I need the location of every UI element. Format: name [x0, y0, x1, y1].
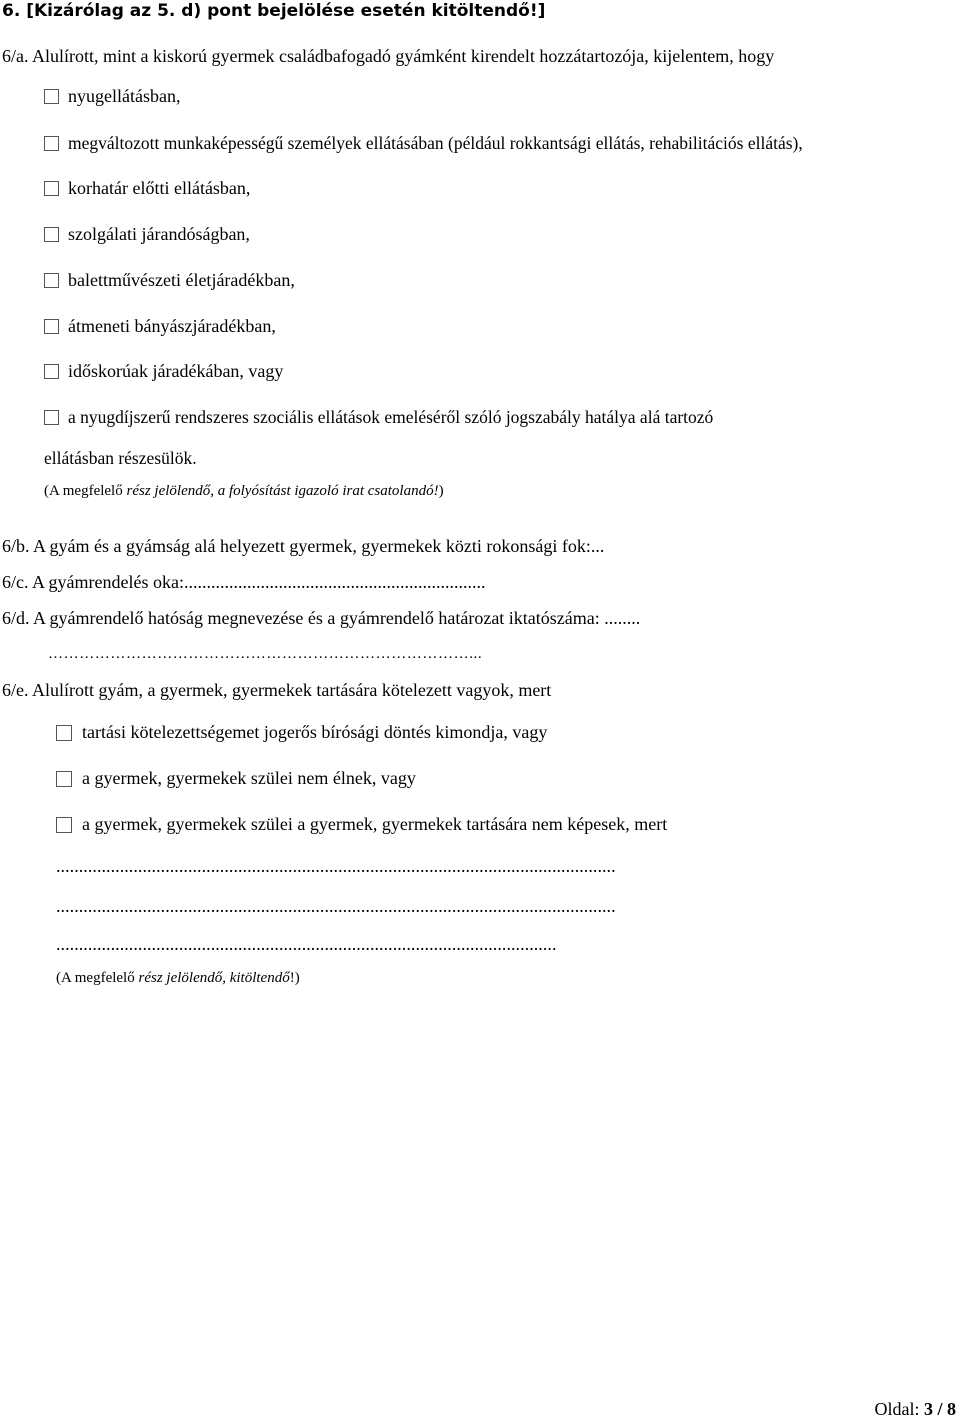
option-korhatar-elotti[interactable]	[44, 178, 250, 199]
checkbox-megvaltozott-munkakepesseg[interactable]	[44, 136, 59, 151]
reason-fill-line-1[interactable]: ...........................................................................................................................	[56, 856, 616, 876]
checkbox-szolgalati-jarandosag[interactable]	[44, 227, 59, 242]
option-label: korhatár előtti ellátásban,	[68, 178, 251, 198]
checkbox-korhatar-elotti[interactable]	[44, 181, 59, 196]
page-number: Oldal: 3 / 8	[874, 1399, 956, 1419]
checkbox-nyugellatas[interactable]	[44, 89, 59, 104]
section-6a-note: (A megfelelő rész jelölendő, a folyósítást igazoló irat csatolandó!)	[44, 483, 444, 499]
section-6c: 6/c. A gyámrendelés oka:...................................................................	[2, 572, 486, 592]
section-heading: 6. [Kizárólag az 5. d) pont bejelölése esetén kitöltendő!]	[2, 1, 546, 21]
option-balettmuveszeti[interactable]	[44, 270, 295, 291]
option-label: megváltozott munkaképességű személyek ellátásában (például rokkantsági ellátás, rehabilitációs ellátás),	[68, 133, 803, 153]
checkbox-idoskoruak-jaradeka[interactable]	[44, 364, 59, 379]
option-idoskoruak-jaradeka[interactable]	[44, 361, 283, 382]
checkbox-nyugdijszeru[interactable]	[44, 410, 59, 425]
option-label: nyugellátásban,	[68, 86, 181, 106]
option-szulei-nem-kepesek[interactable]	[56, 814, 667, 835]
section-6d-fill-line: ………………………………………………………………………...	[48, 646, 483, 662]
option-label: szolgálati járandóságban,	[68, 224, 250, 244]
reason-fill-line-3[interactable]: ..............................................................................................................	[56, 934, 557, 954]
reason-fill-line-2[interactable]: ...........................................................................................................................	[56, 896, 616, 916]
option-szulei-nem-elnek[interactable]	[56, 768, 416, 789]
section-6e-intro: 6/e. Alulírott gyám, a gyermek, gyermekek tartására kötelezett vagyok, mert	[2, 680, 552, 700]
option-label: a nyugdíjszerű rendszeres szociális ellátások emeléséről szóló jogszabály hatálya alá tartozó	[68, 407, 714, 427]
checkbox-jogeros-birosagi-dontes[interactable]	[56, 725, 72, 741]
section-6a-intro: 6/a. Alulírott, mint a kiskorú gyermek családbafogadó gyámként kirendelt hozzátartozója, kijelentem, hogy	[2, 46, 775, 66]
option-continuation: ellátásban részesülök.	[44, 448, 197, 468]
option-nyugellatas[interactable]	[44, 86, 180, 107]
option-megvaltozott-munkakepesseg[interactable]	[44, 133, 803, 154]
option-label: a gyermek, gyermekek szülei a gyermek, gyermekek tartására nem képesek, mert	[82, 814, 668, 834]
section-6e-note: (A megfelelő rész jelölendő, kitöltendő!)	[56, 970, 300, 986]
option-nyugdijszeru[interactable]	[44, 407, 713, 428]
option-szolgalati-jarandosag[interactable]	[44, 224, 250, 245]
section-6b: 6/b. A gyám és a gyámság alá helyezett gyermek, gyermekek közti rokonsági fok:...	[2, 536, 605, 556]
option-label: a gyermek, gyermekek szülei nem élnek, vagy	[82, 768, 416, 788]
option-label: tartási kötelezettségemet jogerős bírósági döntés kimondja, vagy	[82, 722, 548, 742]
option-label: átmeneti bányászjáradékban,	[68, 316, 276, 336]
checkbox-szulei-nem-kepesek[interactable]	[56, 817, 72, 833]
option-label: balettművészeti életjáradékban,	[68, 270, 295, 290]
section-6d: 6/d. A gyámrendelő hatóság megnevezése és a gyámrendelő határozat iktatószáma: ........	[2, 608, 641, 628]
option-jogeros-birosagi-dontes[interactable]	[56, 722, 547, 743]
option-label: időskorúak járadékában, vagy	[68, 361, 284, 381]
checkbox-szulei-nem-elnek[interactable]	[56, 771, 72, 787]
checkbox-balettmuveszeti[interactable]	[44, 273, 59, 288]
option-atmeneti-banyasz[interactable]	[44, 316, 276, 337]
checkbox-atmeneti-banyasz[interactable]	[44, 319, 59, 334]
